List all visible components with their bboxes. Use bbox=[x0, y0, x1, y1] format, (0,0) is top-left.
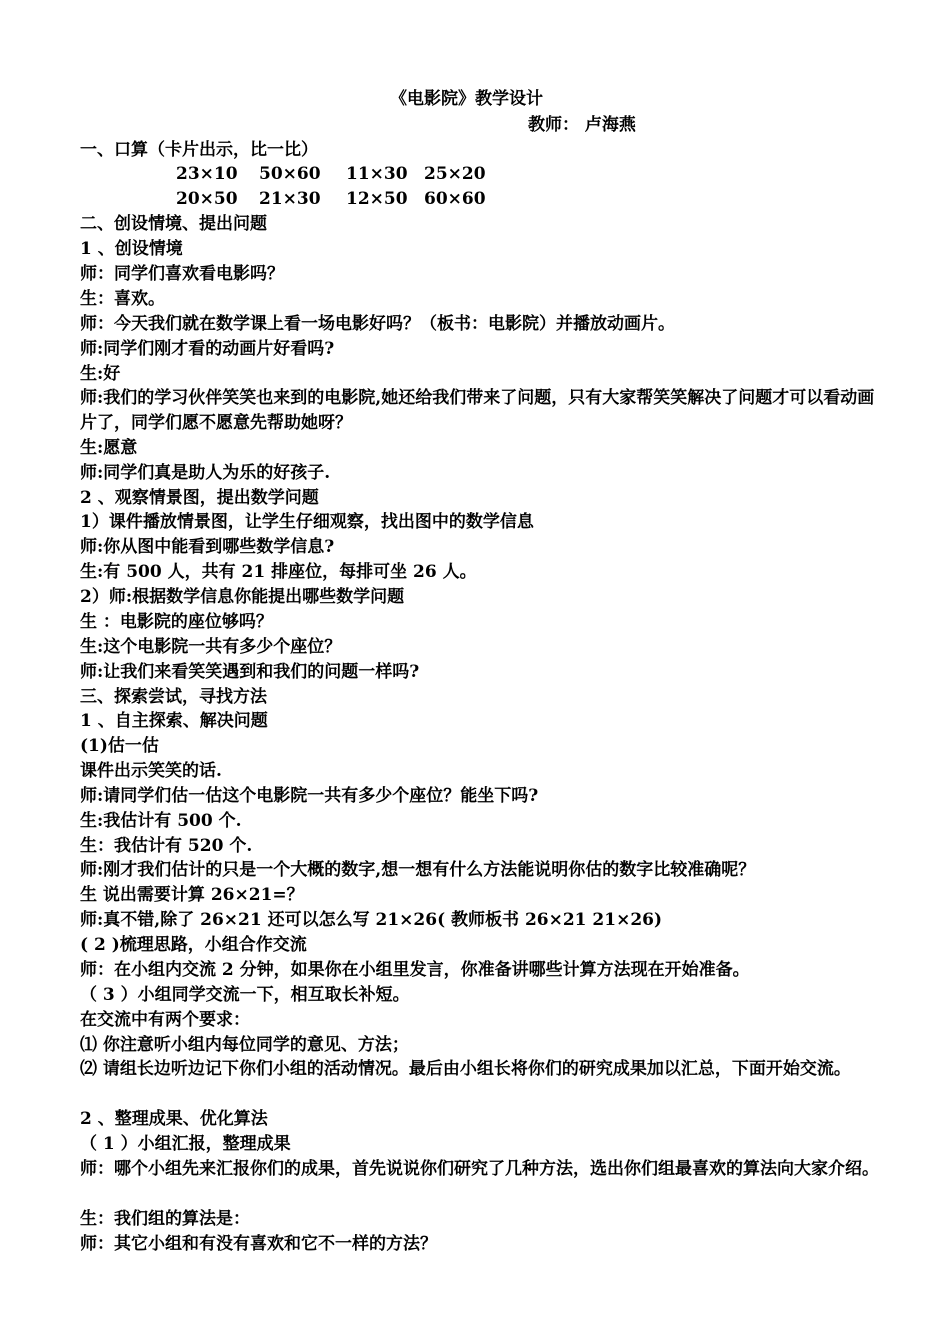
dialogue-line: 师：同学们喜欢看电影吗？ bbox=[80, 264, 284, 284]
oral-item: 20×50 bbox=[176, 189, 238, 209]
dialogue-line: 师:让我们来看笑笑遇到和我们的问题一样吗? bbox=[80, 662, 420, 682]
dialogue-line: 师:请同学们估一估这个电影院一共有多少个座位？能坐下吗? bbox=[80, 786, 539, 806]
dialogue-line: 师:同学们真是助人为乐的好孩子. bbox=[80, 463, 331, 483]
dialogue-line: 师：其它小组和有没有喜欢和它不一样的方法？ bbox=[80, 1234, 437, 1254]
dialogue-paragraph: 师:我们的学习伙伴笑笑也来到的电影院,她还给我们带来了问题，只有大家帮笑笑解决了问题才可以看动画片了，同学们愿不愿意先帮助她呀？ bbox=[80, 388, 875, 433]
oral-item: 12×50 bbox=[346, 189, 408, 209]
oral-item: 21×30 bbox=[259, 189, 321, 209]
text-line: 在交流中有两个要求： bbox=[80, 1010, 250, 1030]
dialogue-line: 生 说出需要计算 26×21=？ bbox=[80, 885, 304, 905]
dialogue-line: 师:刚才我们估计的只是一个大概的数字,想一想有什么方法能说明你估的数字比较准确呢？ bbox=[80, 860, 756, 880]
subsection-heading: 1 、创设情境 bbox=[80, 239, 183, 259]
dialogue-line: 师:同学们刚才看的动画片好看吗? bbox=[80, 339, 335, 359]
teacher-name: 教师： 卢海燕 bbox=[528, 115, 636, 135]
text-line: （ 3 ）小组同学交流一下，相互取长补短。 bbox=[80, 985, 410, 1005]
section-heading: 二、创设情境、提出问题 bbox=[80, 214, 267, 234]
dialogue-paragraph: 师：哪个小组先来汇报你们的成果，首先说说你们研究了几种方法，选出你们组最喜欢的算法向大家介绍。 bbox=[80, 1159, 879, 1179]
oral-item: 11×30 bbox=[346, 164, 408, 184]
section-heading: 三、探索尝试，寻找方法 bbox=[80, 687, 267, 707]
dialogue-line: 生:这个电影院一共有多少个座位？ bbox=[80, 637, 342, 657]
oral-item: 60×60 bbox=[424, 189, 486, 209]
text-line: 课件出示笑笑的话. bbox=[80, 761, 222, 781]
list-item: ⑵ 请组长边听边记下你们小组的活动情况。最后由小组长将你们的研究成果加以汇总，下面开始交流。 bbox=[80, 1059, 851, 1079]
text-line: （ 1 ）小组汇报，整理成果 bbox=[80, 1134, 291, 1154]
dialogue-line: 生:我估计有 500 个. bbox=[80, 811, 242, 831]
dialogue-line: 师:真不错,除了 26×21 还可以怎么写 21×26( 教师板书 26×21 21×26) bbox=[80, 910, 663, 930]
dialogue-line: 生：我们组的算法是： bbox=[80, 1209, 250, 1229]
dialogue-line: 生:愿意 bbox=[80, 438, 138, 458]
oral-item: 50×60 bbox=[259, 164, 321, 184]
dialogue-line: 师：在小组内交流 2 分钟，如果你在小组里发言，你准备讲哪些计算方法现在开始准备。 bbox=[80, 960, 750, 980]
dialogue-line: 生：喜欢。 bbox=[80, 289, 165, 309]
dialogue-line: 生 ：电影院的座位够吗？ bbox=[80, 612, 273, 632]
text-line: (1)估一估 bbox=[80, 736, 159, 756]
oral-item: 23×10 bbox=[176, 164, 238, 184]
dialogue-line: 生:有 500 人，共有 21 排座位，每排可坐 26 人。 bbox=[80, 562, 477, 582]
subsection-heading: 2 、整理成果、优化算法 bbox=[80, 1109, 268, 1129]
dialogue-line: 生：我估计有 520 个. bbox=[80, 836, 253, 856]
text-line: 1）课件播放情景图，让学生仔细观察，找出图中的数学信息 bbox=[80, 512, 534, 532]
text-line: ( 2 )梳理思路，小组合作交流 bbox=[80, 935, 307, 955]
list-item: ⑴ 你注意听小组内每位同学的意见、方法； bbox=[80, 1035, 409, 1055]
dialogue-line: 生:好 bbox=[80, 364, 121, 384]
oral-item: 25×20 bbox=[424, 164, 486, 184]
dialogue-line: 师：今天我们就在数学课上看一场电影好吗？（板书：电影院）并播放动画片。 bbox=[80, 314, 675, 334]
section-heading: 一、口算（卡片出示，比一比） bbox=[80, 140, 318, 160]
subsection-heading: 1 、自主探索、解决问题 bbox=[80, 711, 268, 731]
dialogue-line: 师:你从图中能看到哪些数学信息? bbox=[80, 537, 335, 557]
dialogue-line: 2）师:根据数学信息你能提出哪些数学问题 bbox=[80, 587, 405, 607]
subsection-heading: 2 、观察情景图，提出数学问题 bbox=[80, 488, 319, 508]
document-title: 《电影院》教学设计 bbox=[390, 89, 543, 109]
